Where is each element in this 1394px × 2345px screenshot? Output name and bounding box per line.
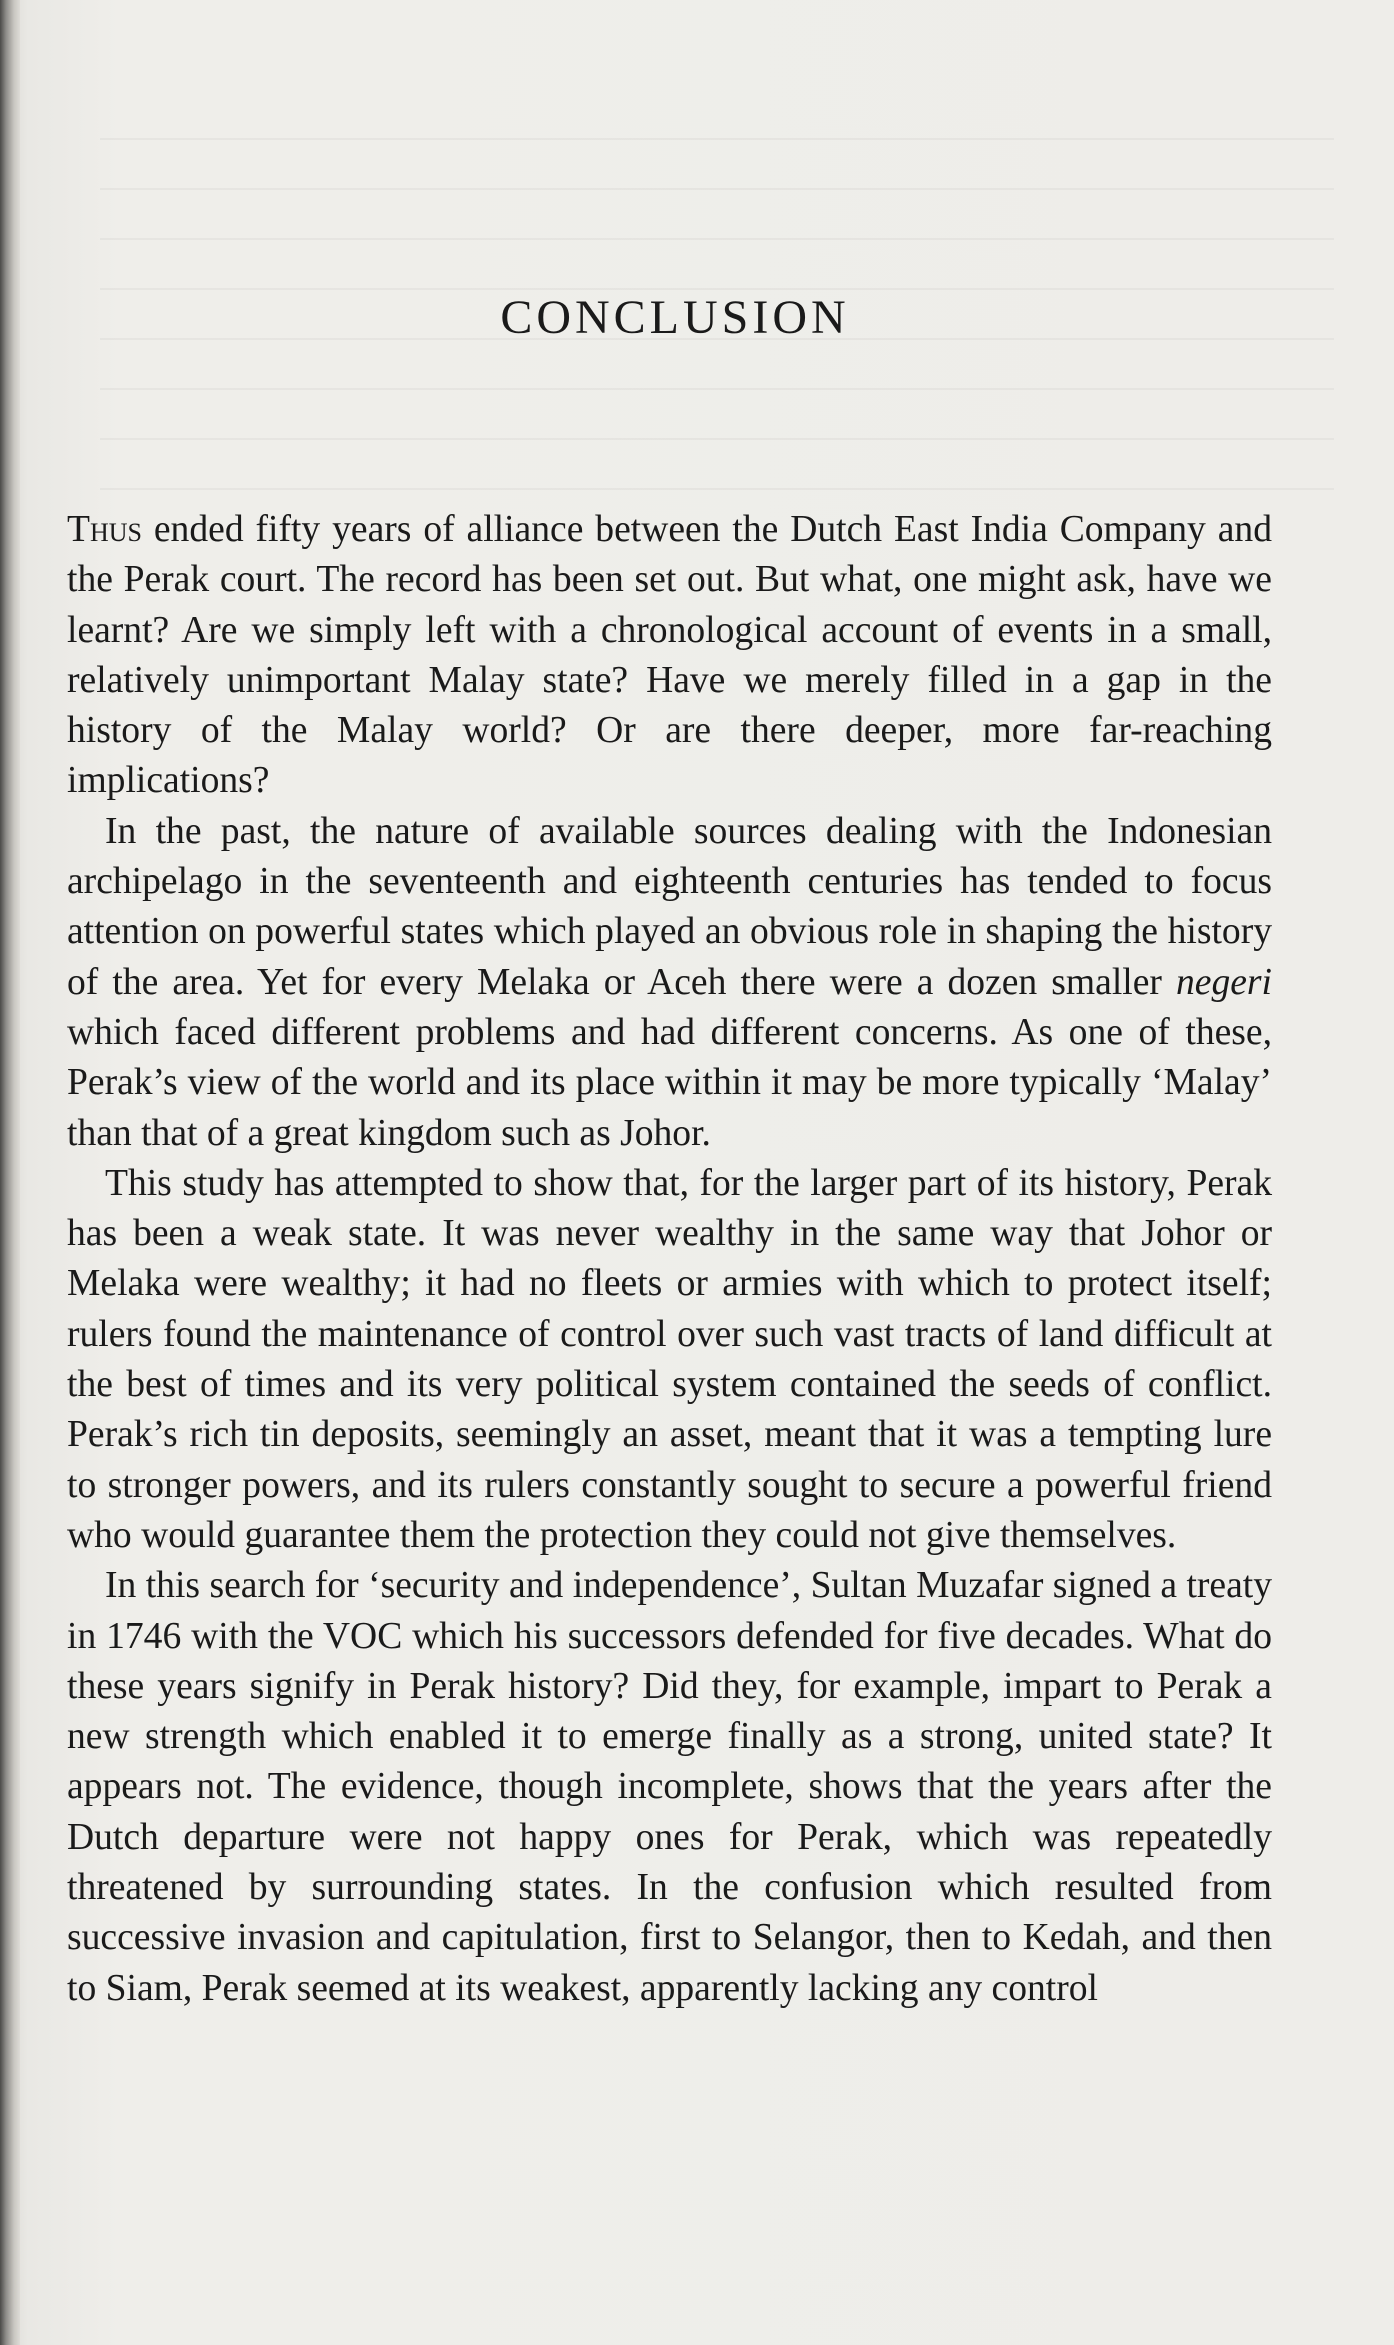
chapter-title: CONCLUSION: [500, 291, 850, 344]
paragraph-2-text-start: In the past, the nature of available sources dealing with the Indonesian archipelago in the seventeenth and eighteenth centuries has tended to focus attention on powerful states which played an obvious role in shaping the history of the area. Yet for every Melaka or Aceh there were a dozen smaller: [67, 810, 1272, 1003]
paragraph-3: This study has attempted to show that, for the larger part of its history, Perak has been a weak state. It was never wealthy in the same way that Johor or Melaka were wealthy; it had no fleets or armies with which to protect itself; rulers found the maintenance of control over such vast tracts of land difficult at the best of times and its very political system contained the seeds of conflict. Perak’s rich tin deposits, seemingly an asset, meant that it was a tempting lure to stronger powers, and its rulers constantly sought to secure a powerful friend who would guarantee them the protection they could not give themselves.: [67, 1162, 1272, 1556]
paragraph-2: [67, 807, 1272, 1159]
chapter-body: [67, 505, 1272, 2014]
paragraph-2-text-end: which faced different problems and had different concerns. As one of these, Perak’s view of the world and its place within it may be more typically ‘Malay’ than that of a great kingdom such as Johor.: [67, 1011, 1272, 1154]
paragraph-1: [67, 505, 1272, 807]
paragraph-1-lead-word: Thus: [67, 509, 142, 550]
paragraph-1-text: ended fifty years of alliance between the Dutch East India Company and the Perak court. The record has been set out. But what, one might ask, have we learnt? Are we simply left with a chronological account of events in a small, relatively unimportant Malay state? Have we merely filled in a gap in the history of the Malay world? Or are there deeper, more far-reaching implications?: [67, 509, 1272, 802]
paragraph-4: In this search for ‘security and independence’, Sultan Muzafar signed a treaty in 1746 with the VOC which his successors defended for five decades. What do these years signify in Perak history? Did they, for example, impart to Perak a new strength which enabled it to emerge finally as a strong, united state? It appears not. The evidence, though incomplete, shows that the years after the Dutch departure were not happy ones for Perak, which was repeatedly threatened by surrounding states. In the confusion which resulted from successive invasion and capitulation, first to Selangor, then to Kedah, and then to Siam, Perak seemed at its weakest, apparently lacking any control: [67, 1565, 1272, 2009]
paragraph-2-italic-term: negeri: [1175, 961, 1272, 1003]
book-spine-shadow: [0, 0, 20, 2345]
